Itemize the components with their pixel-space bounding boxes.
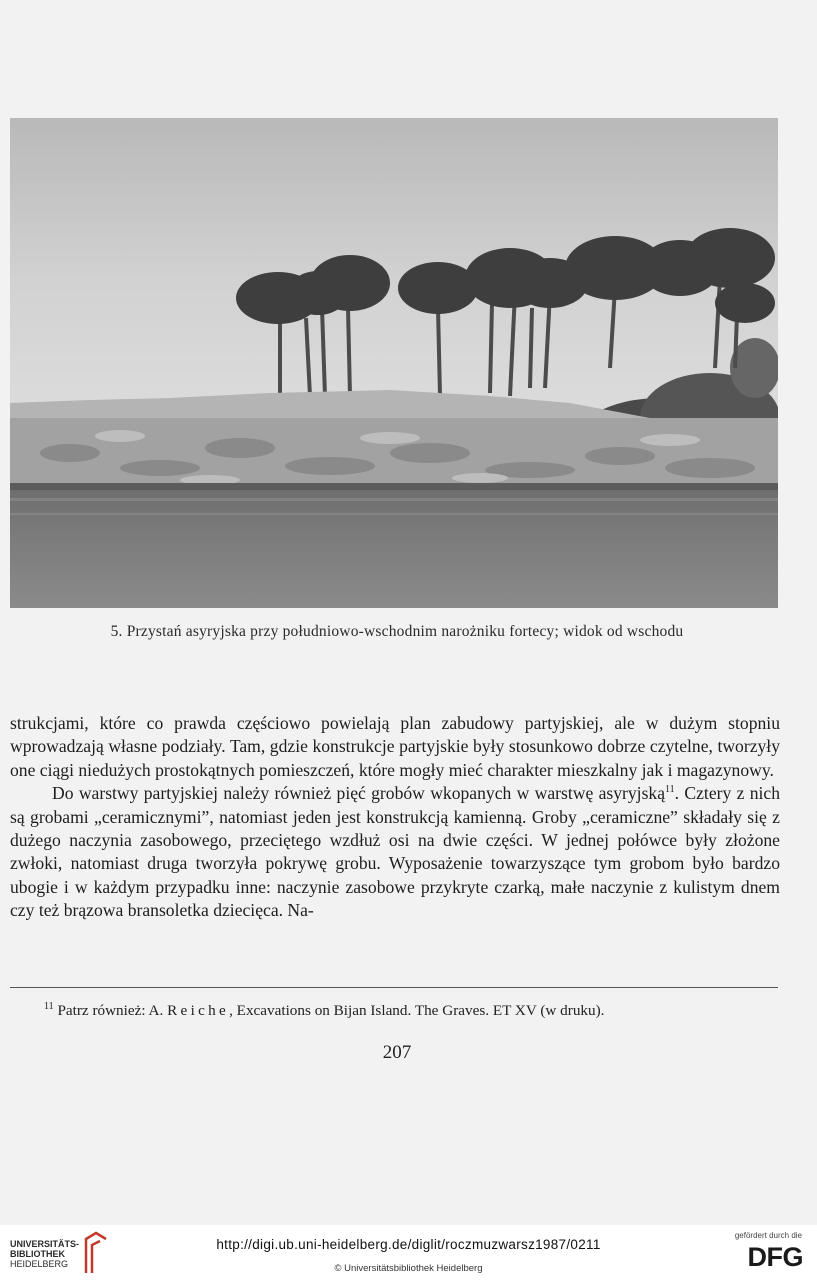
footnote-author: Reiche bbox=[167, 1002, 230, 1019]
dfg-logo[interactable]: DFG bbox=[747, 1242, 803, 1272]
water bbox=[10, 490, 778, 608]
paragraph-2-end: . Cztery z nich są grobami „ceramicznymi”, natomiast jeden jest konstrukcją kamienną. Groby „ceramiczne” składały się z dużego naczynia zasobowego, przeciętego wzdłuż osi na dwie części. W jednej połówce były złożone zwłoki, natomiast druga tworzyła pokrywę grobu. Wyposażenie towarzyszące tym grobom było bardzo ubogie i w każdym przypadku inne: naczynie zasobowe przykryte czarką, małe naczynie z kulistym dnem czy też brązowa bransoletka dziecięca. Na- bbox=[10, 783, 781, 921]
logo-line-2: BIBLIOTHEK bbox=[10, 1249, 65, 1259]
paragraph-2-start: Do warstwy partyjskiej należy również pięć grobów wkopanych w warstwę asyryjską bbox=[52, 783, 666, 804]
permalink-url[interactable]: http://digi.ub.uni-heidelberg.de/diglit/roczmuzwarsz1987/0211 bbox=[216, 1237, 601, 1252]
footnote-divider bbox=[10, 987, 778, 988]
footnote-rest: , Excavations on Bijan Island. The Graves. ET XV (w druku). bbox=[229, 1002, 605, 1019]
footnote-number: 11 bbox=[44, 1000, 54, 1012]
viewer-footer bbox=[0, 1225, 817, 1283]
logo-line-1: UNIVERSITÄTS- bbox=[10, 1239, 80, 1249]
page-number: 207 bbox=[382, 1042, 412, 1063]
paragraph-1: strukcjami, które co prawda częściowo powielają plan zabudowy partyjskiej, ale w dużym stopniu wprowadzają własne podziały. Tam, gdzie konstrukcje partyjskie były stosunkowo dobrze czytelne, tworzyły one ciągi niedużych prostokątnych pomieszczeń, które mogły mieć charakter mieszkalny jak i magazynowy. bbox=[10, 713, 780, 780]
body-text bbox=[10, 712, 780, 923]
footnote-reference[interactable]: 11 bbox=[665, 784, 675, 796]
funding-note: gefördert durch die bbox=[734, 1231, 802, 1240]
photograph bbox=[10, 118, 778, 608]
wall-base bbox=[10, 483, 778, 491]
logo-line-3: HEIDELBERG bbox=[10, 1259, 69, 1269]
figure-caption: 5. Przystań asyryjska przy południowo-wschodnim narożniku fortecy; widok od wschodu bbox=[110, 623, 684, 640]
footnote-prefix: Patrz również: A. bbox=[57, 1002, 164, 1019]
paragraph-2 bbox=[10, 782, 780, 922]
footnote bbox=[44, 1002, 604, 1020]
copyright-notice: © Universitätsbibliothek Heidelberg bbox=[334, 1263, 483, 1274]
